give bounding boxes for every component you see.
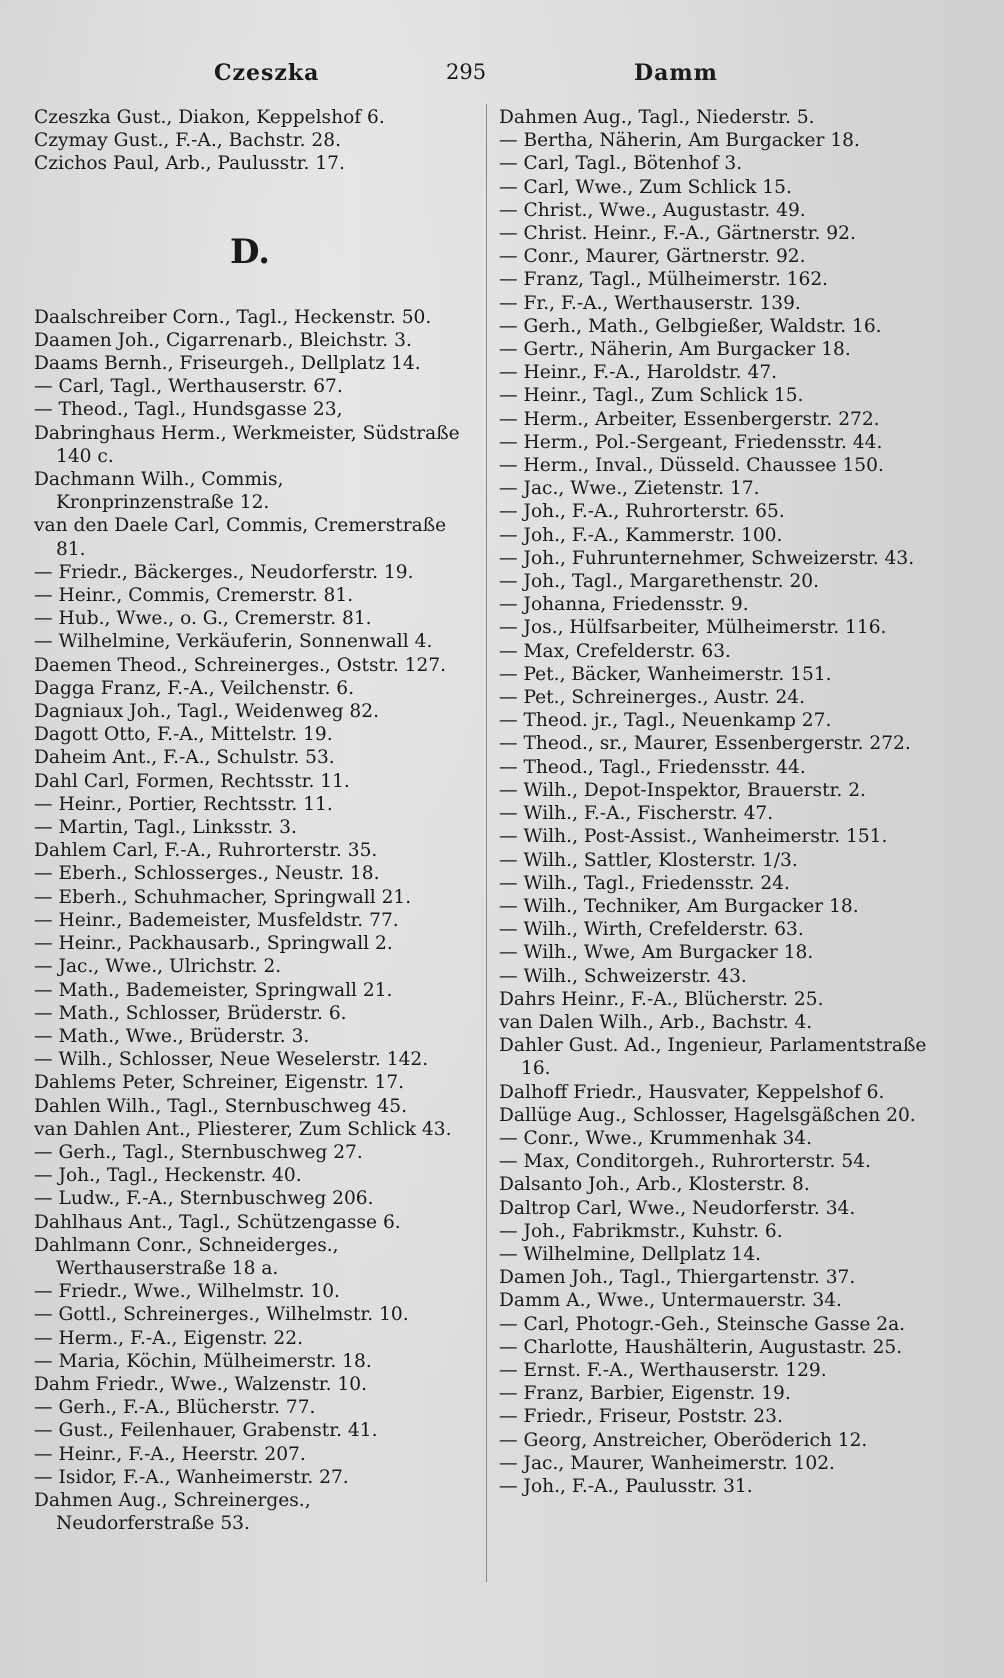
- directory-entry: Daalschreiber Corn., Tagl., Heckenstr. 50.: [34, 306, 432, 328]
- directory-entry: Damm A., Wwe., Untermauerstr. 34.: [499, 1290, 842, 1312]
- right-column: [499, 106, 939, 1498]
- directory-entry: — Johanna, Friedensstr. 9.: [499, 594, 749, 616]
- column-divider: [486, 104, 487, 1582]
- directory-entry: Dagga Franz, F.-A., Veilchenstr. 6.: [34, 677, 355, 699]
- left-column: [34, 106, 466, 1535]
- directory-entry: — Max, Crefelderstr. 63.: [499, 640, 731, 662]
- directory-entry: — Herm., Pol.-Sergeant, Friedensstr. 44.: [499, 431, 883, 453]
- directory-entry: — Joh., Fuhrunternehmer, Schweizerstr. 43.: [499, 547, 915, 569]
- section-letter: D.: [229, 231, 271, 272]
- header-first-name: Czeszka: [214, 60, 320, 86]
- directory-entry: — Wilh., F.-A., Fischerstr. 47.: [499, 803, 774, 825]
- directory-entry: — Eberh., Schuhmacher, Springwall 21.: [34, 886, 412, 908]
- directory-entry: Daheim Ant., F.-A., Schulstr. 53.: [34, 747, 335, 769]
- directory-entry: — Heinr., Portier, Rechtsstr. 11.: [34, 793, 333, 815]
- directory-entry: — Conr., Maurer, Gärtnerstr. 92.: [499, 246, 806, 268]
- directory-entry: — Heinr., Tagl., Zum Schlick 15.: [499, 385, 804, 407]
- directory-entry: Dahlmann Conr., Schneiderges., Werthauserstraße 18 a.: [34, 1234, 339, 1279]
- directory-entry: Dahmen Aug., Schreinerges., Neudorferstraße 53.: [34, 1489, 311, 1535]
- directory-entry: — Joh., Fabrikmstr., Kuhstr. 6.: [499, 1220, 783, 1242]
- directory-entry: Dabringhaus Herm., Werkmeister, Südstraße 140 c.: [34, 422, 460, 467]
- directory-entry: Dahler Gust. Ad., Ingenieur, Parlamentstraße 16.: [499, 1035, 927, 1080]
- directory-entry: Daemen Theod., Schreinerges., Oststr. 127.: [34, 654, 447, 676]
- directory-entry: — Carl, Tagl., Werthauserstr. 67.: [34, 376, 343, 398]
- directory-entry: Dalsanto Joh., Arb., Klosterstr. 8.: [499, 1174, 810, 1196]
- directory-entry: Dahrs Heinr., F.-A., Blücherstr. 25.: [499, 988, 824, 1010]
- directory-entry: — Heinr., F.-A., Heerstr. 207.: [34, 1443, 306, 1465]
- directory-entry: Dagniaux Joh., Tagl., Weidenweg 82.: [34, 701, 379, 723]
- directory-entry: — Isidor, F.-A., Wanheimerstr. 27.: [34, 1466, 349, 1488]
- directory-entry: — Joh., F.-A., Paulusstr. 31.: [499, 1475, 753, 1497]
- directory-entry: — Herm., Arbeiter, Essenbergerstr. 272.: [499, 408, 880, 430]
- directory-entry: Dahlen Wilh., Tagl., Sternbuschweg 45.: [34, 1095, 408, 1117]
- directory-entry: — Friedr., Wwe., Wilhelmstr. 10.: [34, 1281, 340, 1303]
- directory-entry: — Friedr., Bäckerges., Neudorferstr. 19.: [34, 561, 414, 583]
- directory-entry: — Wilhelmine, Dellplatz 14.: [499, 1243, 761, 1265]
- directory-entry: — Wilh., Tagl., Friedensstr. 24.: [499, 872, 790, 894]
- directory-entry: — Gust., Feilenhauer, Grabenstr. 41.: [34, 1420, 378, 1442]
- directory-entry: — Theod., sr., Maurer, Essenbergerstr. 272.: [499, 733, 911, 755]
- directory-entry: — Wilh., Schlosser, Neue Weselerstr. 142.: [34, 1049, 429, 1071]
- directory-entry: — Theod. jr., Tagl., Neuenkamp 27.: [499, 710, 832, 732]
- directory-entry: — Joh., Tagl., Margarethenstr. 20.: [499, 571, 820, 593]
- directory-entry: — Math., Schlosser, Brüderstr. 6.: [34, 1002, 347, 1024]
- directory-entry: — Theod., Tagl., Friedensstr. 44.: [499, 756, 806, 778]
- directory-entry: — Theod., Tagl., Hundsgasse 23,: [34, 399, 343, 421]
- directory-entry: — Herm., F.-A., Eigenstr. 22.: [34, 1327, 303, 1349]
- directory-entry: — Heinr., Bademeister, Musfeldstr. 77.: [34, 909, 399, 931]
- directory-entry: — Wilh., Wirth, Crefelderstr. 63.: [499, 919, 804, 941]
- directory-entry: — Wilh., Wwe, Am Burgacker 18.: [499, 942, 814, 964]
- directory-entry: Dalhoff Friedr., Hausvater, Keppelshof 6.: [499, 1081, 885, 1103]
- directory-entry: Damen Joh., Tagl., Thiergartenstr. 37.: [499, 1267, 856, 1289]
- directory-entry: van Dalen Wilh., Arb., Bachstr. 4.: [499, 1011, 813, 1033]
- directory-entry: — Joh., F.-A., Ruhrorterstr. 65.: [499, 501, 785, 523]
- directory-entry: — Wilh., Techniker, Am Burgacker 18.: [499, 895, 859, 917]
- directory-entry: — Max, Conditorgeh., Ruhrorterstr. 54.: [499, 1151, 871, 1173]
- directory-entry: — Georg, Anstreicher, Oberöderich 12.: [499, 1429, 868, 1451]
- directory-entry: — Gottl., Schreinerges., Wilhelmstr. 10.: [34, 1304, 409, 1326]
- directory-entry: — Heinr., Commis, Cremerstr. 81.: [34, 585, 354, 607]
- directory-entry: Dagott Otto, F.-A., Mittelstr. 19.: [34, 724, 333, 746]
- directory-entry: — Carl, Wwe., Zum Schlick 15.: [499, 176, 792, 198]
- directory-entry: — Wilh., Sattler, Klosterstr. 1/3.: [499, 849, 798, 871]
- directory-entry: Dahlhaus Ant., Tagl., Schützengasse 6.: [34, 1211, 401, 1233]
- directory-entry: — Franz, Tagl., Mülheimerstr. 162.: [499, 269, 829, 291]
- directory-entry: Czichos Paul, Arb., Paulusstr. 17.: [34, 153, 345, 175]
- directory-entry: — Carl, Tagl., Bötenhof 3.: [499, 153, 743, 175]
- directory-entry: — Gerh., F.-A., Blücherstr. 77.: [34, 1397, 316, 1419]
- directory-entry: Dahl Carl, Formen, Rechtsstr. 11.: [34, 770, 350, 792]
- directory-entry: — Heinr., F.-A., Haroldstr. 47.: [499, 362, 778, 384]
- directory-entry: — Hub., Wwe., o. G., Cremerstr. 81.: [34, 608, 372, 630]
- directory-entry: — Conr., Wwe., Krummenhak 34.: [499, 1127, 813, 1149]
- directory-entry: — Franz, Barbier, Eigenstr. 19.: [499, 1383, 791, 1405]
- directory-entry: Dahmen Aug., Tagl., Niederstr. 5.: [499, 107, 815, 128]
- directory-entry: — Bertha, Näherin, Am Burgacker 18.: [499, 130, 860, 152]
- header-last-name: Damm: [634, 60, 718, 86]
- directory-entry: Dahlem Carl, F.-A., Ruhrorterstr. 35.: [34, 840, 378, 862]
- directory-entry: — Joh., F.-A., Kammerstr. 100.: [499, 524, 783, 546]
- directory-entry: Dachmann Wilh., Commis, Kronprinzenstraße 12.: [34, 469, 284, 514]
- directory-entry: — Martin, Tagl., Linksstr. 3.: [34, 817, 297, 839]
- directory-entry: Dahlems Peter, Schreiner, Eigenstr. 17.: [34, 1072, 405, 1094]
- directory-entry: — Heinr., Packhausarb., Springwall 2.: [34, 933, 393, 955]
- directory-entry: Dallüge Aug., Schlosser, Hagelsgäßchen 20.: [499, 1104, 916, 1126]
- directory-entry: — Jac., Maurer, Wanheimerstr. 102.: [499, 1452, 835, 1474]
- directory-entry: — Jac., Wwe., Ulrichstr. 2.: [34, 956, 282, 978]
- directory-entry: — Christ., Wwe., Augustastr. 49.: [499, 199, 806, 221]
- directory-entry: — Wilhelmine, Verkäuferin, Sonnenwall 4.: [34, 631, 433, 653]
- directory-entry: — Wilh., Depot-Inspektor, Brauerstr. 2.: [499, 779, 866, 801]
- directory-entry: van den Daele Carl, Commis, Cremerstraße 81.: [34, 515, 447, 560]
- directory-entry: — Pet., Schreinerges., Austr. 24.: [499, 687, 806, 709]
- directory-entry: — Pet., Bäcker, Wanheimerstr. 151.: [499, 663, 832, 685]
- page-number: 295: [446, 60, 487, 84]
- directory-entry: van Dahlen Ant., Pliesterer, Zum Schlick 43.: [34, 1118, 452, 1140]
- directory-entry: Daltrop Carl, Wwe., Neudorferstr. 34.: [499, 1197, 856, 1219]
- directory-entry: Czymay Gust., F.-A., Bachstr. 28.: [34, 130, 341, 152]
- directory-entry: — Ludw., F.-A., Sternbuschweg 206.: [34, 1188, 374, 1210]
- directory-entry: — Carl, Photogr.-Geh., Steinsche Gasse 2a.: [499, 1313, 906, 1335]
- directory-entry: — Jac., Wwe., Zietenstr. 17.: [499, 478, 760, 500]
- directory-entry: — Charlotte, Haushälterin, Augustastr. 25.: [499, 1336, 903, 1358]
- directory-entry: — Wilh., Post-Assist., Wanheimerstr. 151.: [499, 826, 888, 848]
- directory-entry: — Gertr., Näherin, Am Burgacker 18.: [499, 339, 851, 361]
- directory-entry: — Math., Bademeister, Springwall 21.: [34, 979, 393, 1001]
- directory-entry: — Gerh., Math., Gelbgießer, Waldstr. 16.: [499, 315, 882, 337]
- directory-entry: — Maria, Köchin, Mülheimerstr. 18.: [34, 1350, 372, 1372]
- directory-entry: — Jos., Hülfsarbeiter, Mülheimerstr. 116.: [499, 617, 887, 639]
- directory-entry: — Ernst. F.-A., Werthauserstr. 129.: [499, 1359, 827, 1381]
- directory-entry: — Fr., F.-A., Werthauserstr. 139.: [499, 292, 801, 314]
- directory-entry: — Friedr., Friseur, Poststr. 23.: [499, 1406, 783, 1428]
- directory-entry: — Herm., Inval., Düsseld. Chaussee 150.: [499, 455, 884, 477]
- directory-entry: — Math., Wwe., Brüderstr. 3.: [34, 1025, 310, 1047]
- directory-entry: Czeszka Gust., Diakon, Keppelshof 6.: [34, 107, 385, 128]
- directory-entry: — Joh., Tagl., Heckenstr. 40.: [34, 1165, 302, 1187]
- directory-entry: — Christ. Heinr., F.-A., Gärtnerstr. 92.: [499, 223, 856, 245]
- directory-entry: Dahm Friedr., Wwe., Walzenstr. 10.: [34, 1373, 368, 1395]
- directory-entry: — Wilh., Schweizerstr. 43.: [499, 965, 747, 987]
- directory-entry: — Gerh., Tagl., Sternbuschweg 27.: [34, 1141, 363, 1163]
- directory-entry: — Eberh., Schlosserges., Neustr. 18.: [34, 863, 380, 885]
- directory-entry: Daamen Joh., Cigarrenarb., Bleichstr. 3.: [34, 329, 412, 351]
- directory-entry: Daams Bernh., Friseurgeh., Dellplatz 14.: [34, 353, 421, 375]
- page-header: [0, 58, 1004, 92]
